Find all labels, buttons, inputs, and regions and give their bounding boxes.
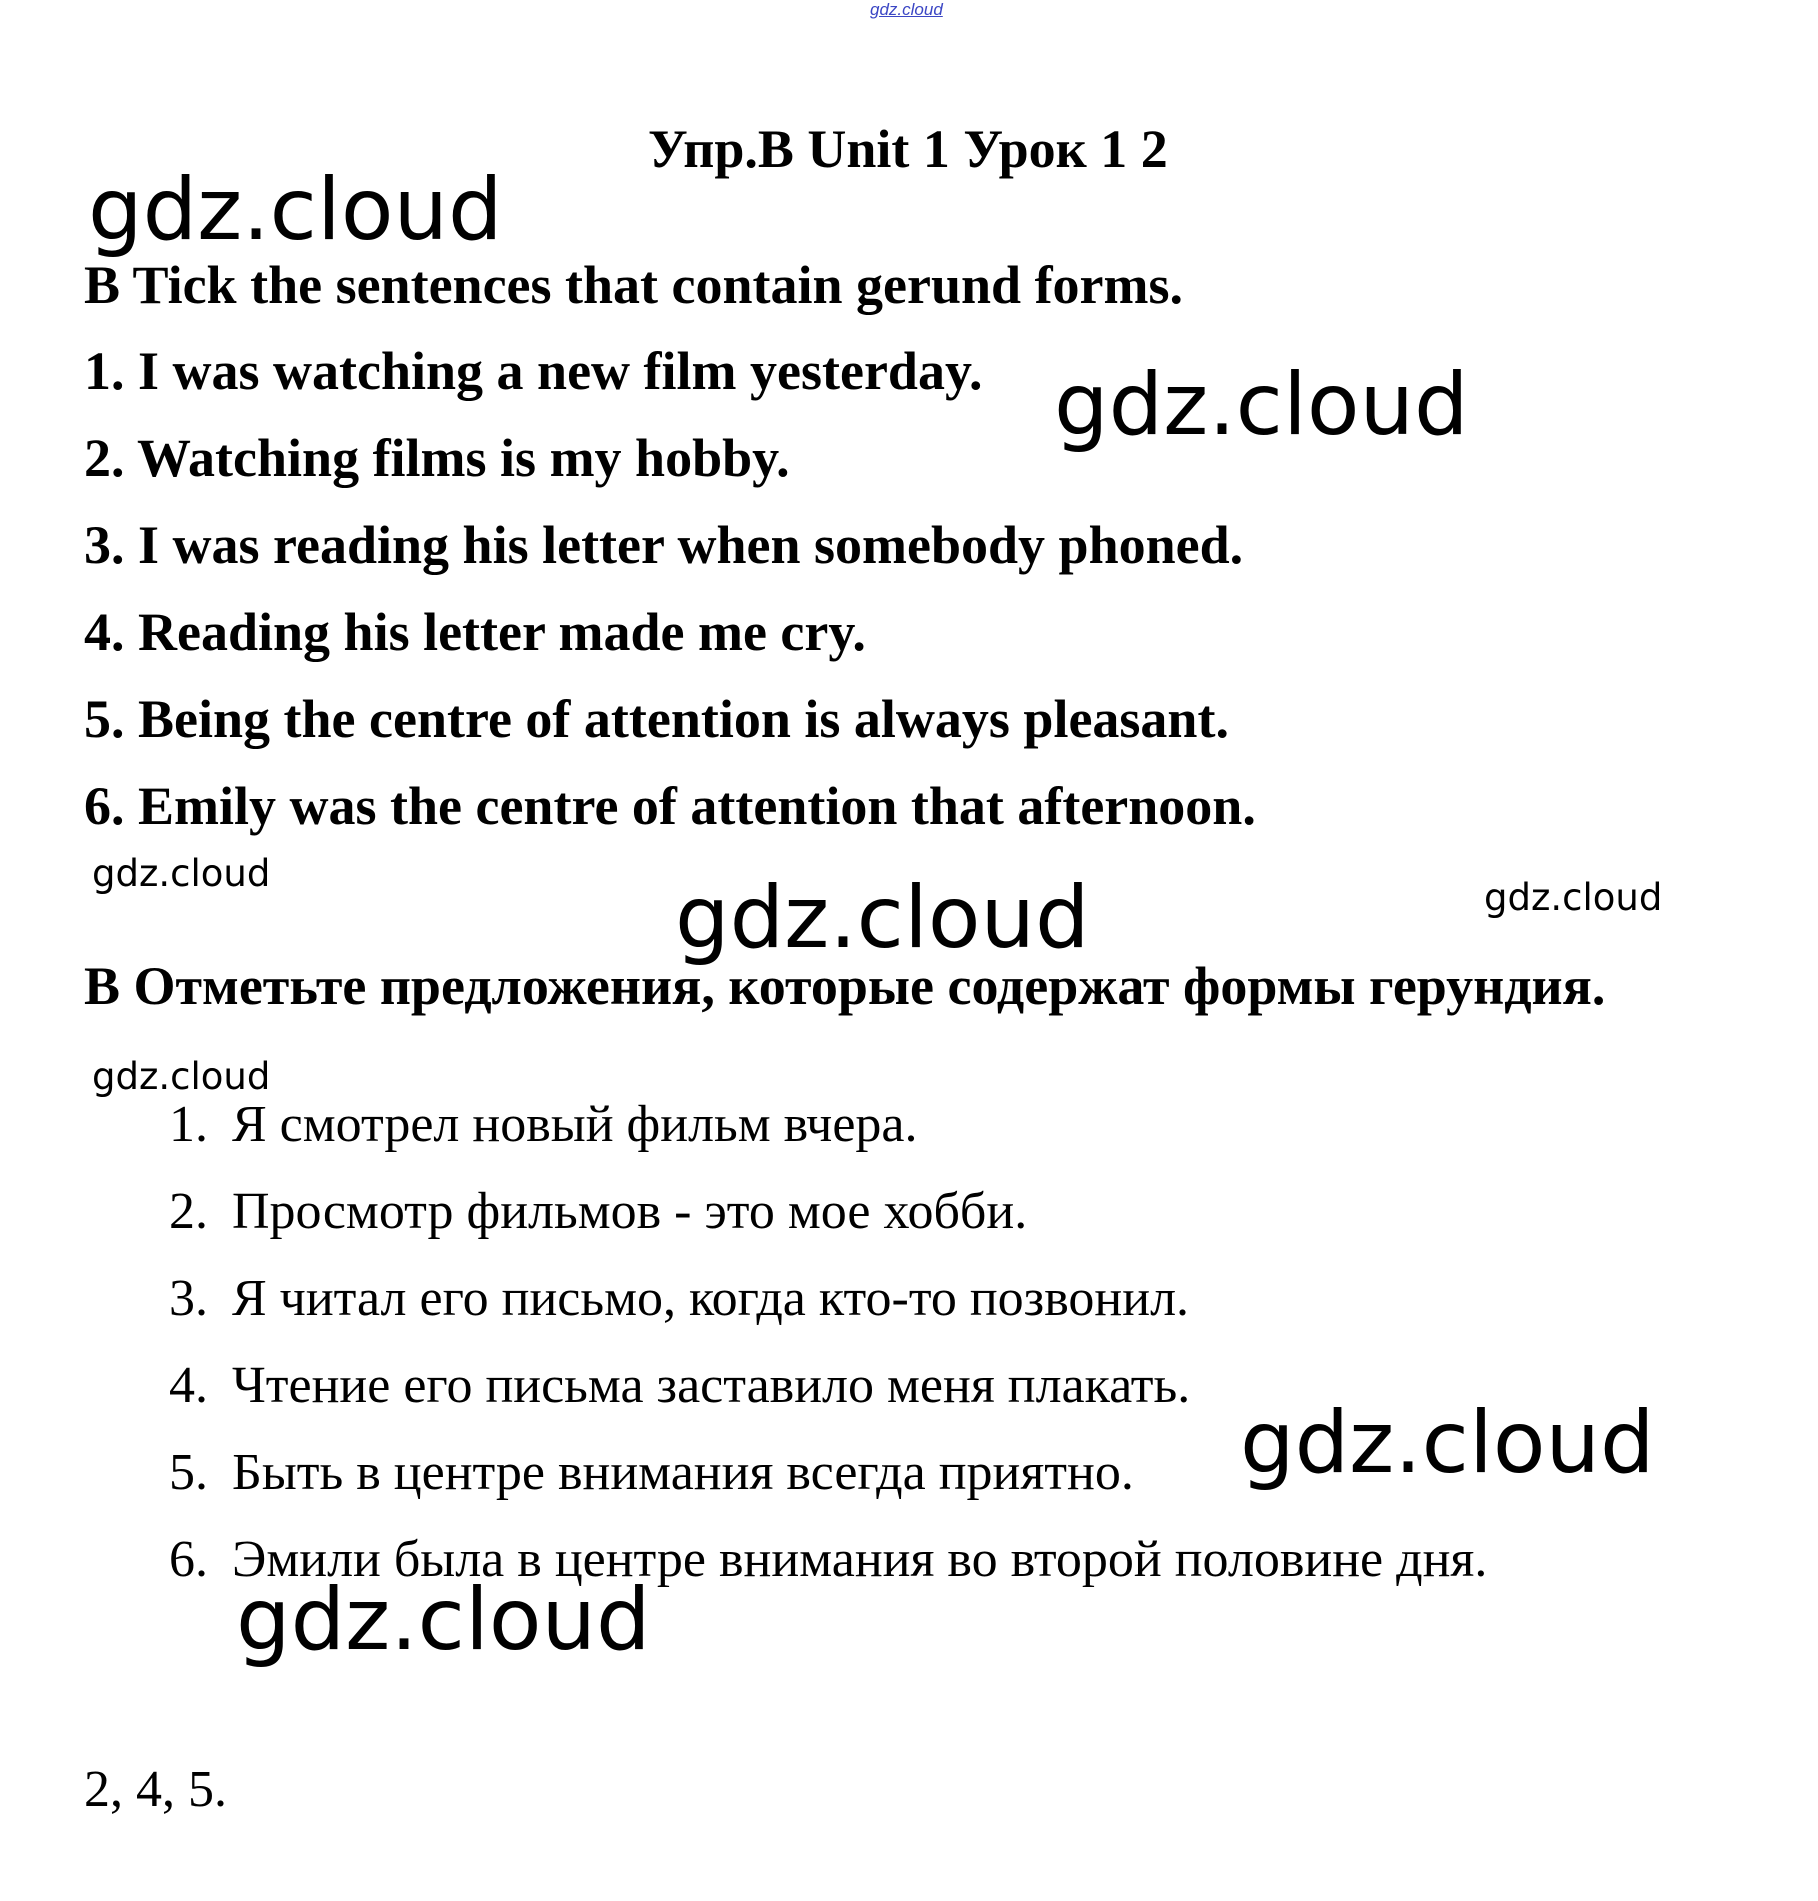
russian-sentence: Я читал его письмо, когда кто-то позвонил. <box>232 1270 1190 1327</box>
russian-sentence: Просмотр фильмов - это мое хобби. <box>232 1183 1028 1240</box>
english-sentence: 1. I was watching a new film yesterday. <box>84 341 983 401</box>
list-number: 4. <box>169 1357 208 1414</box>
english-sentence: 3. I was reading his letter when somebody phoned. <box>84 515 1244 575</box>
list-number: 1. <box>169 1096 208 1153</box>
watermark: gdz.cloud <box>92 852 271 895</box>
watermark: gdz.cloud <box>236 1570 651 1670</box>
watermark: gdz.cloud <box>1054 355 1469 455</box>
source-link[interactable]: gdz.cloud <box>870 0 943 19</box>
list-number: 3. <box>169 1270 208 1327</box>
russian-sentence: Я смотрел новый фильм вчера. <box>232 1096 918 1153</box>
english-sentence: 5. Being the centre of attention is always pleasant. <box>84 689 1229 749</box>
russian-sentence: Эмили была в центре внимания во второй половине дня. <box>232 1531 1488 1588</box>
answer-text: 2, 4, 5. <box>84 1761 227 1818</box>
english-sentence: 6. Emily was the centre of attention that afternoon. <box>84 776 1256 836</box>
list-number: 2. <box>169 1183 208 1240</box>
watermark: gdz.cloud <box>88 160 503 260</box>
russian-sentence: Быть в центре внимания всегда приятно. <box>232 1444 1134 1501</box>
russian-sentence: Чтение его письма заставило меня плакать. <box>232 1357 1191 1414</box>
russian-task-heading: B Отметьте предложения, которые содержат формы герундия. <box>84 956 1606 1016</box>
english-sentence: 2. Watching films is my hobby. <box>84 428 790 488</box>
watermark: gdz.cloud <box>1240 1393 1655 1493</box>
list-number: 5. <box>169 1444 208 1501</box>
page-title: Упр.B Unit 1 Урок 1 2 <box>648 119 1168 179</box>
english-task-heading: B Tick the sentences that contain gerund forms. <box>84 255 1184 315</box>
watermark: gdz.cloud <box>1484 876 1663 919</box>
watermark: gdz.cloud <box>92 1055 271 1098</box>
english-sentence: 4. Reading his letter made me cry. <box>84 602 866 662</box>
watermark: gdz.cloud <box>675 868 1090 968</box>
list-number: 6. <box>169 1531 208 1588</box>
